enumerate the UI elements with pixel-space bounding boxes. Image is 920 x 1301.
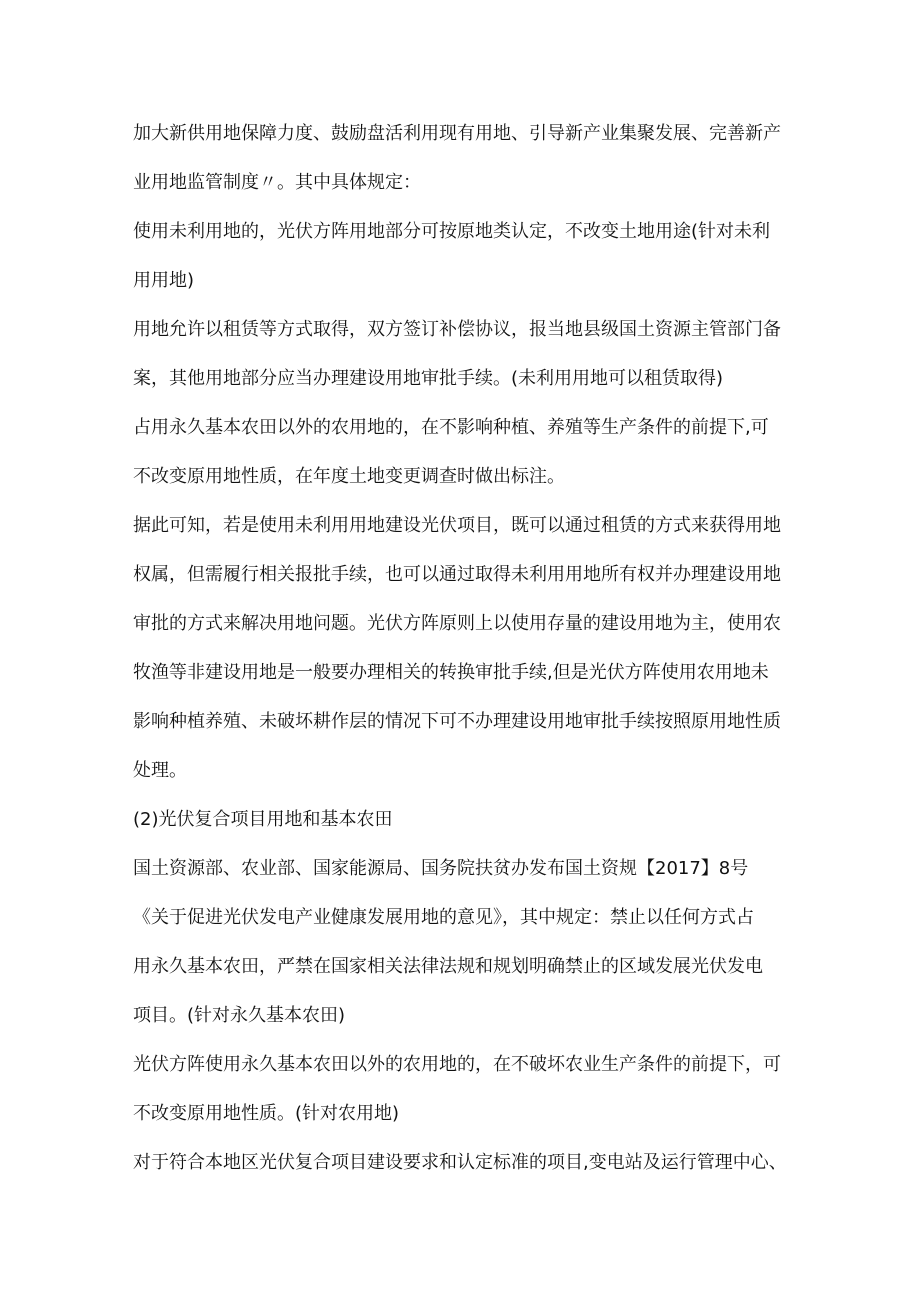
text-line: 案，其他用地部分应当办理建设用地审批手续。(未利用用地可以租赁取得): [133, 368, 724, 389]
text-line: 国土资源部、农业部、国家能源局、国务院扶贫办发布国土资规【2017】8号: [133, 858, 749, 879]
text-line: 不改变原用地性质。(针对农用地): [133, 1103, 400, 1124]
text-line: 不改变原用地性质，在年度土地变更调查时做出标注。: [133, 466, 565, 487]
text-line: 审批的方式来解决用地问题。光伏方阵原则上以使用存量的建设用地为主，使用农: [133, 613, 781, 634]
text-line: 权属，但需履行相关报批手续，也可以通过取得未利用用地所有权并办理建设用地: [133, 564, 781, 585]
text-line: 用用地): [133, 270, 195, 291]
text-line: 使用未利用地的，光伏方阵用地部分可按原地类认定，不改变土地用途(针对未利: [133, 221, 771, 242]
text-line: 项目。(针对永久基本农田): [133, 1005, 346, 1026]
section-heading: (2)光伏复合项目用地和基本农田: [133, 809, 393, 830]
text-line: 对于符合本地区光伏复合项目建设要求和认定标准的项目,变电站及运行管理中心、: [133, 1152, 787, 1173]
text-line: 《关于促进光伏发电产业健康发展用地的意见》，其中规定：禁止以任何方式占: [133, 907, 754, 928]
text-line: 用永久基本农田，严禁在国家相关法律法规和规划明确禁止的区域发展光伏发电: [133, 956, 763, 977]
text-line: 用地允许以租赁等方式取得，双方签订补偿协议，报当地县级国土资源主管部门备: [133, 319, 781, 340]
text-line: 据此可知，若是使用未利用用地建设光伏项目，既可以通过租赁的方式来获得用地: [133, 515, 781, 536]
text-line: 加大新供用地保障力度、鼓励盘活利用现有用地、引导新产业集聚发展、完善新产: [133, 123, 781, 144]
text-line: 影响种植养殖、未破坏耕作层的情况下可不办理建设用地审批手续按照原用地性质: [133, 711, 781, 732]
text-line: 处理。: [133, 760, 187, 781]
text-line: 牧渔等非建设用地是一般要办理相关的转换审批手续,但是光伏方阵使用农用地未: [133, 662, 769, 683]
text-line: 光伏方阵使用永久基本农田以外的农用地的，在不破坏农业生产条件的前提下，可: [133, 1054, 781, 1075]
text-line: 占用永久基本农田以外的农用地的，在不影响种植、养殖等生产条件的前提下,可: [133, 417, 769, 438]
text-line: 业用地监管制度〃。其中具体规定：: [133, 172, 421, 193]
